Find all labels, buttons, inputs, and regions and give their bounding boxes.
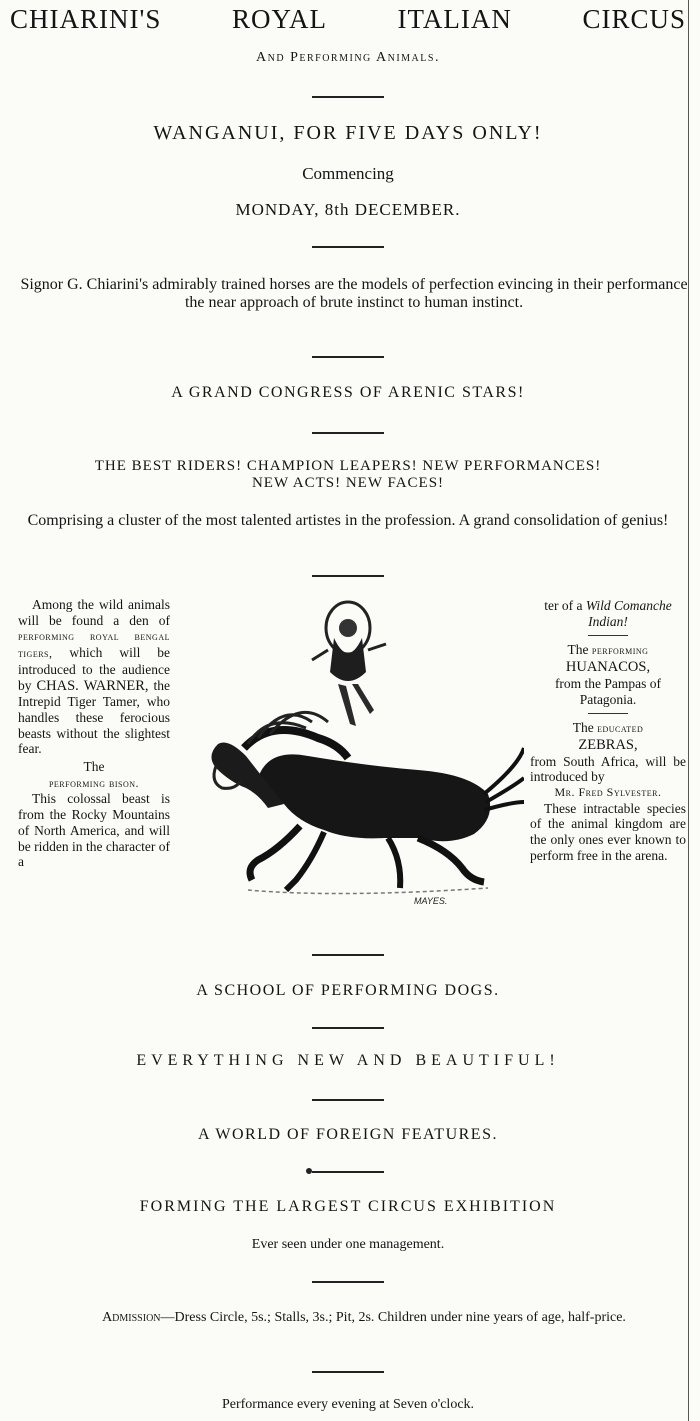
tigers-heading: performing royal bengal tigers, xyxy=(18,629,170,661)
horse-illustration xyxy=(188,598,524,910)
zebras-name: ZEBRAS, xyxy=(578,736,638,753)
huanacos-name: HUANACOS, xyxy=(565,659,651,676)
divider xyxy=(10,1027,686,1029)
divider xyxy=(10,1281,686,1283)
cluster-paragraph: Comprising a cluster of the most talented artistes in the profession. A grand consolidation of genius! xyxy=(27,512,669,529)
admission-label: Admission xyxy=(102,1310,161,1325)
artist-signature: MAYES. xyxy=(414,896,448,906)
admission-paragraph xyxy=(10,1309,700,1327)
divider xyxy=(10,954,686,956)
ornament-dot xyxy=(306,1168,312,1174)
tigers-paragraph xyxy=(18,597,170,757)
bison-title: performing bison. xyxy=(48,775,140,790)
zebras-text: from South Africa, will be introduced by xyxy=(530,753,686,785)
world-heading: A WORLD OF FOREIGN FEATURES. xyxy=(198,1126,498,1143)
right-column xyxy=(530,598,686,864)
bison-heading xyxy=(18,759,170,791)
commencing-label: Commencing xyxy=(302,164,394,183)
title-word-2: ROYAL xyxy=(231,4,327,34)
divider xyxy=(10,356,686,358)
performance-time: Performance every evening at Seven o'clock. xyxy=(221,1397,475,1412)
headline: WANGANUI, FOR FIVE DAYS ONLY! xyxy=(153,122,543,144)
column-divider xyxy=(588,635,628,636)
left-column xyxy=(18,597,170,870)
intro-paragraph: Signor G. Chiarini's admirably trained horses are the models of perfection evincing in their performance the near approach of brute instinct to human instinct. xyxy=(20,276,688,311)
divider xyxy=(10,575,686,577)
zebras-heading xyxy=(530,720,686,753)
bison-the: The xyxy=(83,759,105,775)
title-word-3: ITALIAN xyxy=(397,4,512,34)
riders-line-2: NEW ACTS! NEW FACES! xyxy=(251,475,445,491)
bison-paragraph: This colossal beast is from the Rocky Mountains of North America, and will be ridden in the character of a xyxy=(18,791,170,870)
horse-figure xyxy=(211,712,524,893)
riders-line-1: THE BEST RIDERS! CHAMPION LEAPERS! NEW PERFORMANCES! xyxy=(94,458,602,474)
huanacos-heading xyxy=(530,642,686,675)
column-divider xyxy=(588,713,628,714)
zebras-the: The xyxy=(572,720,594,736)
dogs-heading: A SCHOOL OF PERFORMING DOGS. xyxy=(196,982,500,999)
tigers-text-b: which will be introduced to the audience by xyxy=(18,645,170,693)
tigers-text-a: Among the wild animals will be found a den of xyxy=(18,597,170,628)
management-line: Ever seen under one management. xyxy=(251,1237,445,1252)
title-word-1: CHIARINI'S xyxy=(10,4,162,34)
zebras-label: educated xyxy=(597,721,644,736)
tamer-name: CHAS. WARNER, xyxy=(36,677,149,694)
divider xyxy=(10,1099,686,1101)
circus-title xyxy=(10,4,686,35)
admission-prices: —Dress Circle, 5s.; Stalls, 3s.; Pit, 2s. Children under nine years of age, half-price. xyxy=(160,1310,626,1325)
opening-date: MONDAY, 8th DECEMBER. xyxy=(235,200,461,219)
zebras-presenter: Mr. Fred Sylvester. xyxy=(554,785,662,800)
tigers-text-c: the Intrepid Tiger Tamer, who handles these ferocious beasts without the slightest fear. xyxy=(18,677,170,757)
huanacos-the: The xyxy=(567,642,589,658)
divider xyxy=(10,1371,686,1373)
forming-heading: FORMING THE LARGEST CIRCUS EXHIBITION xyxy=(139,1198,557,1215)
huanacos-label: performing xyxy=(591,643,649,658)
divider xyxy=(10,432,686,434)
rider-figure xyxy=(312,602,386,726)
comanche-text: Wild Comanche Indian! xyxy=(585,598,672,629)
divider xyxy=(10,1171,686,1173)
subtitle: And Performing Animals. xyxy=(256,50,440,65)
huanacos-origin: from the Pampas of Patagonia. xyxy=(554,675,662,707)
everything-heading: EVERYTHING NEW AND BEAUTIFUL! xyxy=(136,1052,560,1069)
congress-heading: A GRAND CONGRESS OF ARENIC STARS! xyxy=(171,384,525,401)
column-border xyxy=(688,0,689,1421)
zebras-description: These intractable species of the animal kingdom are the only ones ever known to perform free in the arena. xyxy=(530,800,686,863)
divider xyxy=(10,96,686,98)
bison-continuation: ter of a Wild Comanche Indian! xyxy=(544,598,672,629)
riders-heading xyxy=(10,458,686,492)
title-word-4: CIRCUS xyxy=(582,4,686,34)
divider xyxy=(10,246,686,248)
